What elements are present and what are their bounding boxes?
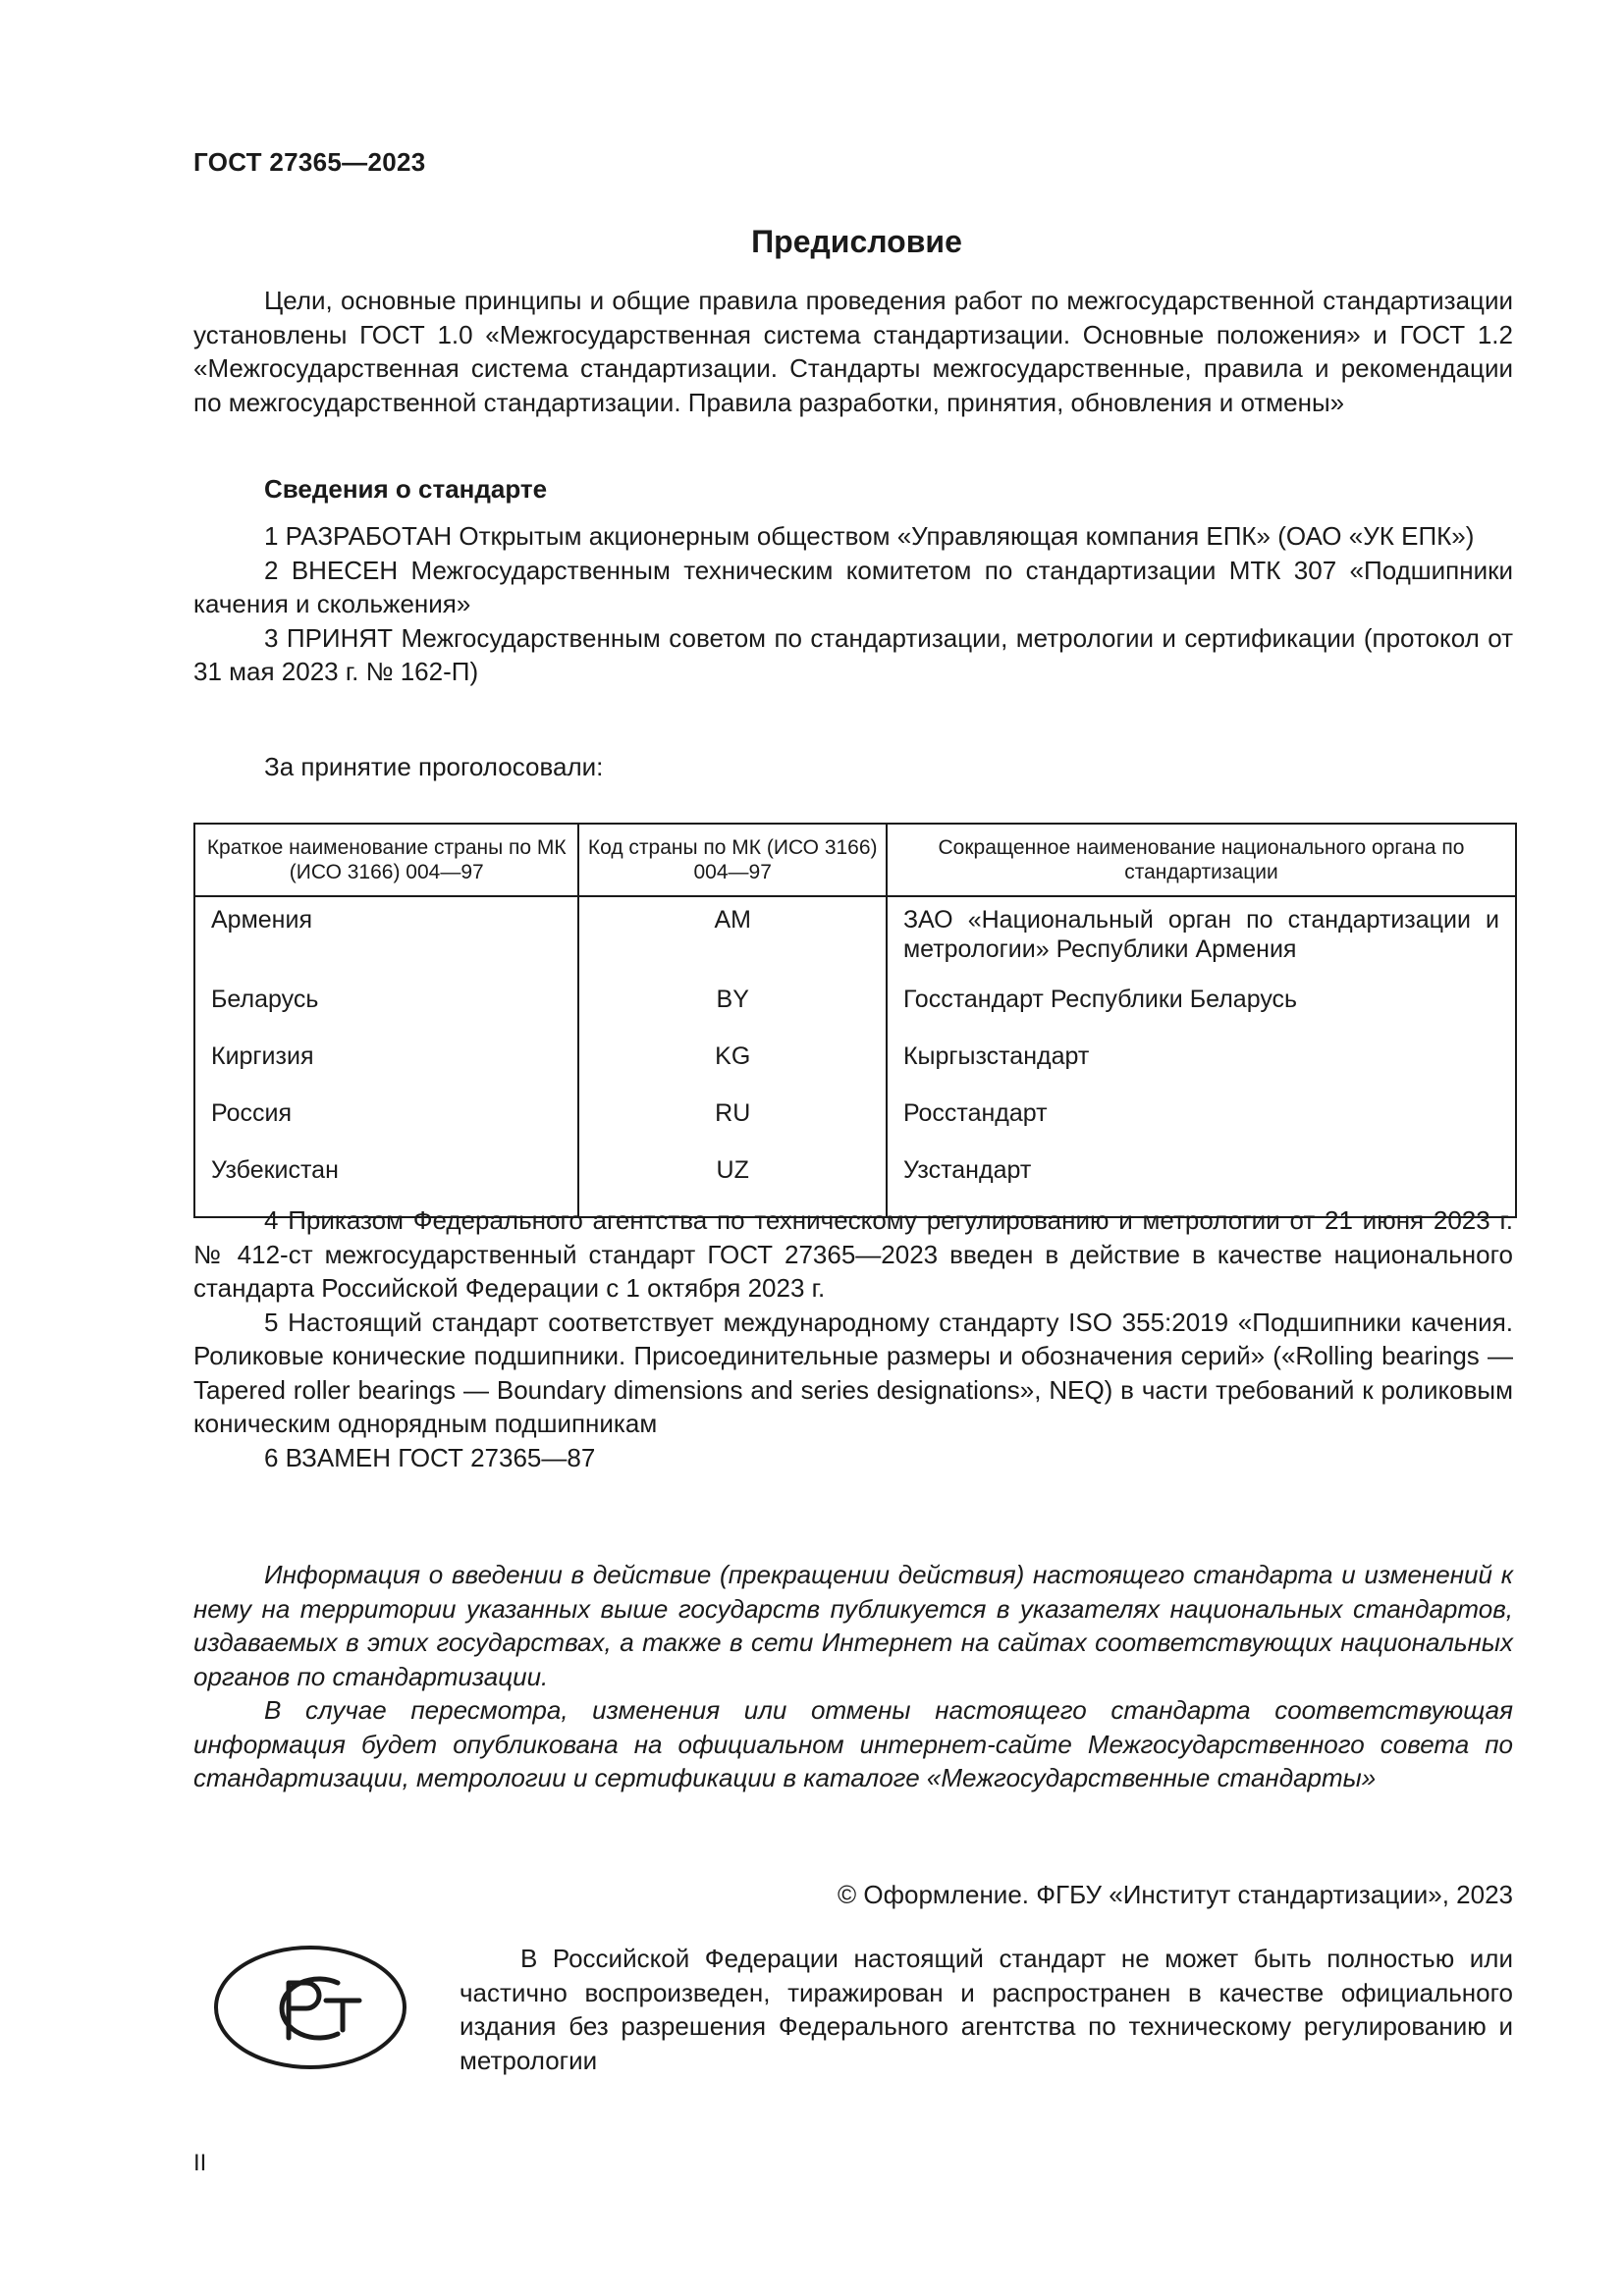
info-item-3: 3 ПРИНЯТ Межгосударственным советом по стандартизации, метрологии и сертификации (протокол от 31 мая 2023 г. № 162-П) <box>193 622 1513 686</box>
rst-mark-icon <box>212 1944 408 2071</box>
header-org: Сокращенное наименование национального органа по стандартизации <box>887 824 1516 896</box>
document-code: ГОСТ 27365—2023 <box>193 147 426 177</box>
info-item-6: 6 ВЗАМЕН ГОСТ 27365—87 <box>264 1442 596 1472</box>
info-item-2: 2 ВНЕСЕН Межгосударственным техническим комитетом по стандартизации МТК 307 «Подшипники качения и скольжения» <box>193 555 1513 618</box>
table-header-row <box>194 824 1516 896</box>
info-item-1: 1 РАЗРАБОТАН Открытым акционерным обществом «Управляющая компания ЕПК» (ОАО «УК ЕПК») <box>264 521 1475 551</box>
cell-code: AM <box>578 896 886 977</box>
cell-country: Узбекистан <box>194 1148 578 1217</box>
votes-table <box>193 823 1517 1218</box>
info-item-4: 4 Приказом Федерального агентства по техническому регулированию и метрологии от 21 июня 2023 г. № 412-ст межгосударственный стандарт ГОСТ 27365—2023 введен в действие в качестве национального стандарта Российской Федерации с 1 октября 2023 г. <box>193 1205 1513 1303</box>
cell-org: Узстандарт <box>887 1148 1516 1217</box>
cell-org: ЗАО «Национальный орган по стандартизации и метрологии» Республики Армения <box>887 896 1516 977</box>
cell-code: KG <box>578 1034 886 1091</box>
cell-country: Армения <box>194 896 578 977</box>
cell-country: Россия <box>194 1091 578 1148</box>
info-items-bottom <box>193 1203 1513 1474</box>
notice-paragraph-1: Информация о введении в действие (прекращении действия) настоящего стандарта и изменений к нему на территории указанных выше государств публикуется в указателях национальных стандартов, издаваемых в этих государствах, а также в сети Интернет на сайтах соответствующих национальных органов по стандартизации. <box>193 1560 1513 1691</box>
reproduction-paragraph: В Российской Федерации настоящий стандарт не может быть полностью или частично воспроизведен, тиражирован и распространен в качестве официального издания без разрешения Федерального агентства по техническому регулированию и метрологии <box>460 1944 1513 2075</box>
cell-org: Кыргызстандарт <box>887 1034 1516 1091</box>
cell-country: Беларусь <box>194 977 578 1034</box>
cell-country: Киргизия <box>194 1034 578 1091</box>
cell-org: Госстандарт Республики Беларусь <box>887 977 1516 1034</box>
intro-paragraph: Цели, основные принципы и общие правила проведения работ по межгосударственной стандартизации установлены ГОСТ 1.0 «Межгосударственная система стандартизации. Основные положения» и ГОСТ 1.2 «Межгосударственная система стандартизации. Стандарты межгосударственные, правила и рекомендации по межгосударственной стандартизации. Правила разработки, принятия, обновления и отмены» <box>193 286 1513 417</box>
table-row <box>194 977 1516 1034</box>
header-country: Краткое наименование страны по МК (ИСО 3166) 004—97 <box>194 824 578 896</box>
notice-section <box>193 1558 1513 1795</box>
table-row <box>194 896 1516 977</box>
table-row <box>194 1034 1516 1091</box>
info-heading: Сведения о стандарте <box>264 474 548 504</box>
cell-code: BY <box>578 977 886 1034</box>
cell-code: RU <box>578 1091 886 1148</box>
copyright-line: © Оформление. ФГБУ «Институт стандартизации», 2023 <box>838 1880 1513 1909</box>
table-row <box>194 1091 1516 1148</box>
intro-section <box>193 284 1513 419</box>
info-item-5: 5 Настоящий стандарт соответствует международному стандарту ISO 355:2019 «Подшипники качения. Роликовые конические подшипники. Присоединительные размеры и обозначения серий» («Rolling bearings — Tapered roller bearings — Boundary dimensions and series designations», NEQ) в части требований к роликовым коническим однорядным подшипникам <box>193 1307 1513 1438</box>
header-code: Код страны по МК (ИСО 3166) 004—97 <box>578 824 886 896</box>
reproduction-notice <box>460 1942 1513 2077</box>
voted-label: За принятие проголосовали: <box>264 752 604 781</box>
page-title: Предисловие <box>751 224 962 259</box>
info-items-top <box>193 519 1513 689</box>
cell-org: Росстандарт <box>887 1091 1516 1148</box>
page-number: II <box>193 2150 207 2176</box>
cell-code: UZ <box>578 1148 886 1217</box>
notice-paragraph-2: В случае пересмотра, изменения или отмены настоящего стандарта соответствующая информация будет опубликована на официальном интернет-сайте Межгосударственного совета по стандартизации, метрологии и сертификации в каталоге «Межгосударственные стандарты» <box>193 1695 1513 1792</box>
